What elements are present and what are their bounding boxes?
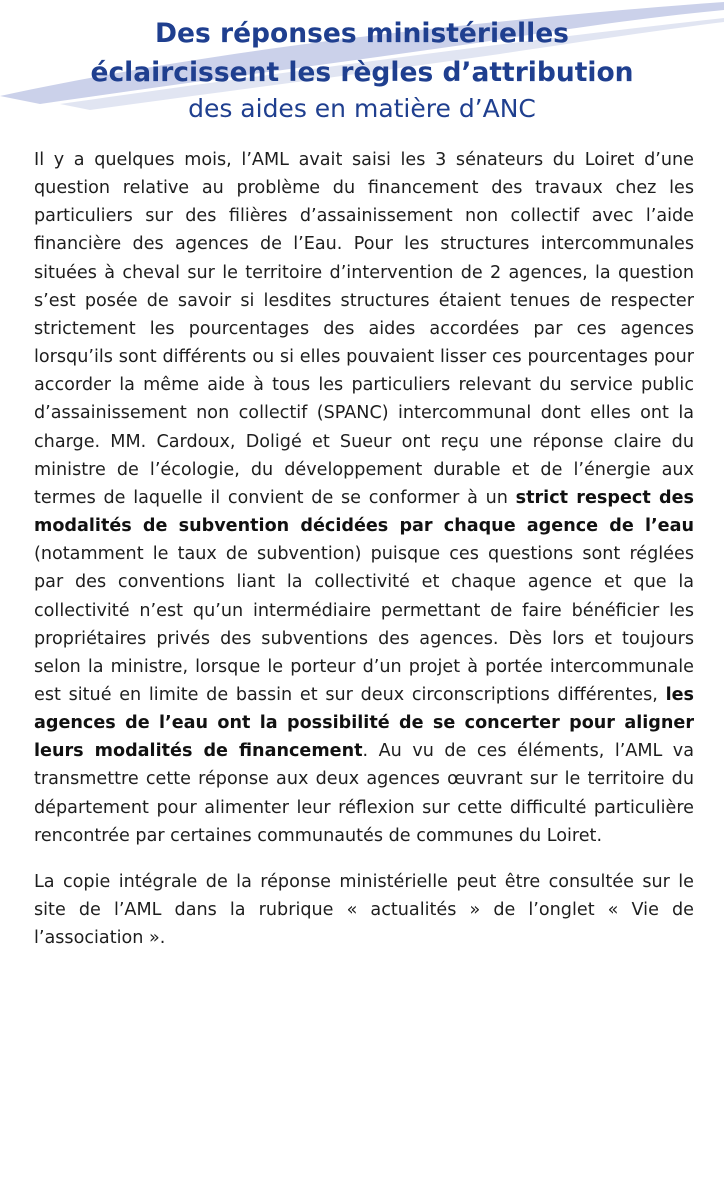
article-paragraph-1 [34,146,694,850]
article-title-line-1: Des réponses ministérielles [155,18,569,49]
paragraph-1-bold-a: strict respect des modalités de subvention décidées par chaque agence de l’eau [34,487,694,537]
article-body [34,146,694,952]
article-subtitle: des aides en matière d’ANC [188,94,536,123]
article-paragraph-2: La copie intégrale de la réponse ministérielle peut être consultée sur le site de l’AML dans la rubrique « actualités » de l’onglet « Vie de l’association ». [34,871,694,949]
paragraph-1-text-c: . Au vu de ces éléments, l’AML va transmettre cette réponse aux deux agences œuvrant sur le territoire du département pour alimenter leur réflexion sur cette difficulté particulière rencontrée par certaines communautés de communes du Loiret. [34,741,695,846]
paragraph-1-text-b: (notamment le taux de subvention) puisque ces questions sont réglées par des conventions liant la collectivité et chaque agence et que la collectivité n’est qu’un intermédiaire permettant de faire bénéficier les propriétaires privés des subventions des agences. Dès lors et toujours selon la ministre, lorsque le porteur d’un projet à portée intercommunale est situé en limite de bassin et sur deux circonscriptions différentes, [34,544,694,705]
paragraph-1-bold-b: les agences de l’eau ont la possibilité de se concerter pour aligner leurs modalités de financement [34,684,694,762]
article-title-line-2: éclaircissent les règles d’attribution [90,57,634,88]
paragraph-1-text-a: Il y a quelques mois, l’AML avait saisi les 3 sénateurs du Loiret d’une question relative au problème du financement des travaux chez les particuliers sur des filières d’assainissement non collectif avec l’aide financière des agences de l’Eau. Pour les structures intercommunales situées à cheval sur le territoire d’intervention de 2 agences, la question s’est posée de savoir si lesdites structures étaient tenues de respecter strictement les pourcentages des aides accordées par ces agences lorsqu’ils sont différents ou si elles pouvaient lisser ces pourcentages pour accorder la même aide à tous les particuliers relevant du service public d’assainissement non collectif (SPANC) intercommunal dont elles ont la charge. MM. Cardoux, Doligé et Sueur ont reçu une réponse claire du ministre de l’écologie, du développement durable et de l’énergie aux termes de laquelle il convient de se conformer à un [34,150,694,508]
article-header [0,14,724,128]
